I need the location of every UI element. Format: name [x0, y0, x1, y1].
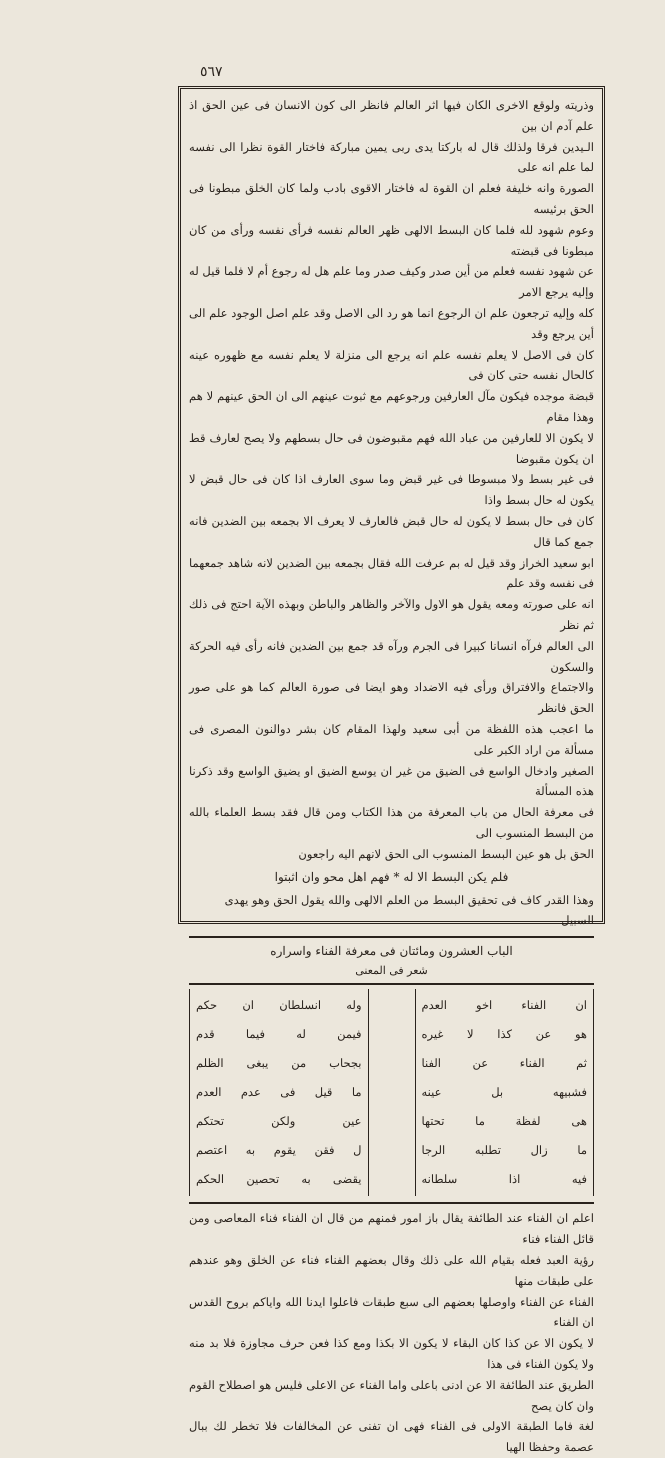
text-line: كان فى الاصل لا يعلم نفسه علم انه يرجع الى منزلة لا يعلم نفسه مع ظهوره عينه كالحال نفسه حتى كان فى	[189, 347, 594, 383]
poem-line: هى لفظة ما تحتها	[421, 1114, 587, 1129]
verse-hemistich-left: فهم اهل محو وان اثبتوا	[274, 870, 390, 885]
verse-hemistich-right: فلم يكن البسط الا له	[403, 870, 509, 885]
closing-line: وهذا القدر كاف فى تحقيق البسط من العلم الالهى والله يقول الحق وهو يهدى السبيل	[224, 893, 594, 928]
text-line: والاجتماع والافتراق ورأى فيه الاضداد وهو ايضا فى صورة العالم كما هو على صور الحق فانظر	[189, 680, 594, 716]
page-frame	[178, 86, 605, 1455]
text-line: قبضة موجده فيكون مآل العارفين ورجوعهم مع ثبوت عينهم الى ان الحق عينهم لا هم وهذا مقام	[189, 389, 594, 424]
text-line: الحق بل هو عين البسط المنسوب الى الحق لانهم اليه راجعون	[298, 846, 594, 861]
text-line: الطريق عند الطائفة الا عن ادنى باعلى واما الفناء عن الاعلى فليس هو اصطلاح القوم وان كان يصح	[189, 1377, 594, 1413]
text-line: وذريته ولوقع الاخرى الكان فيها اثر العالم فانظر الى كون الانسان فى عين الحق اذ علم آدم ان بين	[189, 98, 594, 133]
poem-gutter	[383, 989, 401, 1196]
text-line: لا يكون الا عن كذا كان البقاء لا يكون الا بكذا ومع كذا فعن حرف مجاوزة فلا بد منه ولا يكون الفناء فى هذا	[189, 1336, 594, 1372]
text-line: كان فى حال بسط لا يكون له حال قبض فالعارف لا يعرف الا بجمعه بين الضدين فانه جمع كما قال	[189, 513, 594, 549]
chapter-title: الباب العشرون ومائتان فى معرفة الفناء واسراره	[270, 944, 513, 959]
poem-line: وله انسلطان ان حكم	[196, 998, 362, 1013]
text-line: وعوم شهود لله فلما كان البسط الالهى ظهر العالم نفسه فرأى نفسه ورأى من كان مبطونا فى قبضته	[189, 222, 594, 258]
poem-line: فشبيهه بل عينه	[421, 1085, 587, 1100]
text-line: رؤية العبد فعله بقيام الله على ذلك وقال بعضهم الفناء فناء عن الخلق وهو عندهم على طبقات منها	[189, 1253, 594, 1288]
text-line: الـيدين فرقا ولذلك قال له باركتا يدى ربى يمين مباركة فاختار القوة نظرا الى نفسه لما علم انه على	[189, 139, 594, 175]
text-line: فى غير بسط ولا مبسوطا فى غير قبض وما سوى العارف اذا كان فى حال قبض لا يكون له حال بسط واذا	[189, 472, 594, 508]
poem-line: ان الفناء اخو العدم	[421, 998, 587, 1013]
text-line: الفناء عن الفناء واوصلها بعضهم الى سبع طبقات فاعلوا ايدنا الله واياكم بروح القدس ان الفناء	[189, 1294, 594, 1330]
commentary-text	[189, 1208, 594, 1458]
poem-line: ل فقن يقوم به اعتصم	[196, 1143, 362, 1158]
text-line: الصغير وادخال الواسع فى الضيق من غير ان يوسع الضيق او يضيق الواسع وقد ذكرنا هذه المسألة	[189, 763, 594, 799]
poem-line: بجحاب من يبغى الظلم	[196, 1056, 362, 1071]
main-text	[189, 95, 594, 864]
text-line: لا يكون الا للعارفين من عباد الله فهم مقبوضون فى حال بسطهم ولا يصح لعارف قط ان يكون مقبوضا	[189, 430, 594, 466]
text-line: عن شهود نفسه فعلم من أين صدر وكيف صدر وما علم هل له رجوع أم لا فلما قيل له وإليه يرجع الامر	[189, 264, 594, 300]
poem-column-left	[189, 989, 369, 1196]
text-line: لغة فاما الطبقة الاولى فى الفناء فهى ان تفنى عن المخالفات فلا تخطر لك ببال عصمة وحفظا الهيا	[189, 1419, 594, 1455]
poem-line: فيمن له فيما قدم	[196, 1027, 362, 1042]
poem-line: هو عن كذا لا غيره	[421, 1027, 587, 1042]
verse-separator: *	[393, 870, 400, 885]
verse-line	[189, 866, 594, 888]
poem-line: فيه اذا سلطانه	[421, 1172, 587, 1187]
poem-column-right	[415, 989, 595, 1196]
poem-line: يقضى به تحصين الحكم	[196, 1172, 362, 1187]
chapter-heading	[189, 936, 594, 985]
poem-line: ثم الفناء عن الفنا	[421, 1056, 587, 1071]
text-line: الى العالم فرآه انسانا كبيرا فى الجرم ورآه قد جمع بين الضدين فانه رأى فيه الحركة والسكون	[189, 638, 594, 674]
chapter-subtitle: شعر فى المعنى	[355, 964, 428, 978]
poem-block	[189, 989, 594, 1204]
text-line: الصورة وانه خليفة فعلم ان القوة له فاختار الاقوى بادب ولما كان الخلق مبطونا فى الحق برئيسه	[189, 181, 594, 216]
poem-line: ما قيل فى عدم العدم	[196, 1085, 362, 1100]
text-line: انه على صورته ومعه يقول هو الاول والآخر والظاهر والباطن وبهذه الآية احتج فى ذلك ثم نظر	[189, 597, 594, 632]
poem-line: عين ولكن تحتكم	[196, 1114, 362, 1129]
text-line: ما اعجب هذه اللفظة من أبى سعيد ولهذا المقام كان بشر دوالنون المصرى فى مسألة من اراد الكبر على	[189, 721, 594, 757]
text-line: كله وإليه ترجعون علم ان الرجوع انما هو رد الى الاصل وقد علم اصل الوجود علم الى أين يرجع وقد	[189, 305, 594, 341]
text-line: فى معرفة الحال من باب المعرفة من هذا الكتاب ومن قال فقد بسط العلماء بالله من البسط المنسوب الى	[189, 805, 594, 840]
poem-line: ما زال تطلبه الرجا	[421, 1143, 587, 1158]
page-number: ٥٦٧	[200, 64, 223, 80]
text-line: ابو سعيد الخراز وقد قيل له بم عرفت الله فقال بجمعه بين الضدين لانه شاهد جمعهما فى نفسه وقد علم	[189, 555, 594, 591]
text-line: اعلم ان الفناء عند الطائفة يقال باز امور فمنهم من قال ان الفناء فناء المعاصى ومن قائل الفناء فناء	[189, 1211, 594, 1247]
